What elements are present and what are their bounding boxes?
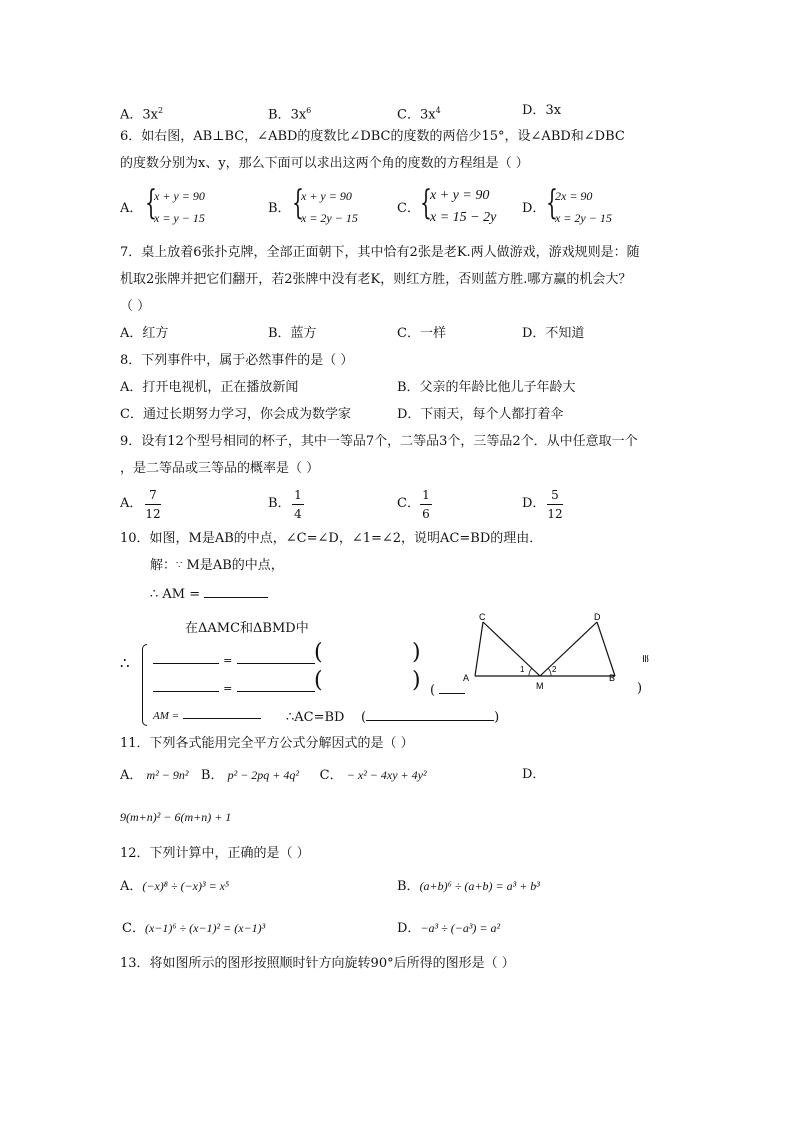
conclusion-blank[interactable] [366,707,494,721]
segment-md [540,622,597,676]
q6-option-c-brace: { [420,183,432,223]
q10-in-triangles: 在ΔAMC和ΔBMD中 [185,621,309,636]
segment-cm [483,622,540,676]
angle-2-arc [548,668,551,676]
row3-blank[interactable] [183,705,261,719]
q8-option-b: B．父亲的年龄比他儿子年龄大 [397,380,576,395]
q6-option-c-letter: C． [397,201,420,216]
q11-option-d-expr: 9(m+n)² − 6(m+n) + 1 [120,810,232,824]
q6-option-a-brace: { [145,183,157,223]
q9-option-c-letter: C． [397,496,420,511]
row1-blank-right[interactable] [237,650,315,664]
q9-option-d-fraction: 5 12 [547,488,563,521]
q12-option-c: C．(x−1)⁶ ÷ (x−1)² = (x−1)³ [122,921,266,936]
q10-solution-line: 解：∵ M是AB的中点， [150,558,284,573]
q6-stem-line1: 6．如右图，AB⊥BC，∠ABD的度数比∠DBC的度数的两倍少15°，设∠ABD和∠DBC [120,129,625,144]
q6-option-a-eq2: x = y − 15 [154,211,205,225]
q10-therefore: ∴ [120,654,130,672]
q6-option-a-eq1: x + y = 90 [154,189,205,203]
q6-option-d-eq2: x = 2y − 15 [555,211,612,225]
q10-stem: 10．如图，M是AB的中点，∠C=∠D，∠1=∠2，说明AC=BD的理由． [120,531,543,546]
q8-option-d: D．下雨天，每个人都打着伞 [397,407,564,422]
q11-option-d-letter: D． [522,767,546,782]
q9-option-b-fraction: 1 4 [292,488,304,521]
q12-option-a: A．(−x)⁸ ÷ (−x)³ = x⁵ [120,879,230,894]
q5-option-d: D．3x [522,103,562,118]
label-a: A [463,673,470,683]
angle-1-arc [529,668,532,676]
q13-stem: 13．将如图所示的图形按照顺时针方向旋转90°后所得的图形是（ ） [120,956,515,971]
q6-stem-line2: 的度数分别为x、y，那么下面可以求出这两个角的度数的方程组是（ ） [120,156,529,171]
q5-option-a: A．$3x^2$ [120,106,164,123]
q11-options-row: A． m² − 9n² B． p² − 2pq + 4q² C． − x² − 4xy + 4y² [120,768,427,783]
q7-option-a: A．红方 [120,326,169,341]
q7-option-d: D．不知道 [522,326,585,341]
q12-option-d: D．−a³ ÷ (−a³) = a² [397,921,501,936]
q12-option-b: B．(a+b)⁶ ÷ (a+b) = a³ + b³ [397,879,540,894]
congruent-symbol: ≌ [639,654,652,664]
q10-system-brace [142,644,147,726]
row2-paren-close: ) [412,668,421,693]
q9-option-a-letter: A． [120,496,143,511]
q6-option-b-eq2: x = 2y − 15 [301,211,358,225]
q6-option-a-letter: A． [120,201,143,216]
because-icon: ∵ [176,560,183,571]
q8-option-a: A．打开电视机，正在播放新闻 [120,380,299,395]
q7-option-c: C．一样 [397,326,446,341]
q9-option-d-letter: D． [522,496,546,511]
q9-option-c-fraction: 1 6 [420,488,432,521]
row2-blank-right[interactable] [237,678,315,692]
segment-ac [475,622,483,676]
row2-paren-open: ( [314,668,323,693]
q5-option-b: B．$3x^6$ [268,106,312,123]
label-angle-2: 2 [552,665,557,674]
segment-db [597,622,615,676]
label-b: B [609,673,616,683]
q6-option-b-brace: { [292,183,304,223]
q9-option-b-letter: B． [268,496,291,511]
q5-option-c: C．$3x^4$ [397,106,441,123]
q10-row3: AM = [153,705,261,725]
row1-paren-open: ( [314,640,323,665]
label-d: D [594,612,601,622]
q6-option-d-brace: { [546,183,558,223]
congruent-paren-close: ) [637,681,643,696]
q10-am-line: ∴ AM = [150,584,268,604]
q7-stem-line3: （ ） [120,299,151,314]
q8-option-c: C．通过长期努力学习，你会成为数学家 [120,407,351,422]
label-m: M [536,681,544,691]
q6-option-c-eq2: x = 15 − 2y [430,210,497,225]
q7-option-b: B．蓝方 [268,326,317,341]
row1-paren-close: ) [412,640,421,665]
q10-conclusion: ∴AC=BD ( ) [286,707,499,727]
q6-option-d-letter: D． [522,201,546,216]
row1-blank-left[interactable] [153,650,219,664]
congruence-reason-blank[interactable]: ( [430,680,465,700]
q9-stem-line1: 9．设有12个型号相同的杯子，其中一等品7个，二等品3个，三等品2个．从中任意取一个 [120,434,638,449]
am-blank[interactable] [204,584,268,598]
q6-option-c-eq1: x + y = 90 [430,188,490,203]
q9-stem-line2: ，是二等品或三等品的概率是（ ） [120,461,320,476]
q10-figure [455,608,630,698]
q6-option-b-eq1: x + y = 90 [301,189,352,203]
label-c: C [479,612,486,622]
q9-option-a-fraction: 7 12 [145,488,161,521]
q8-stem: 8．下列事件中，属于必然事件的是（ ） [120,353,354,368]
row2-blank-left[interactable] [153,678,219,692]
q6-option-d-eq1: 2x = 90 [555,189,593,203]
q11-stem: 11．下列各式能用完全平方公式分解因式的是（ ） [120,736,414,751]
label-angle-1: 1 [520,665,525,674]
q6-option-b-letter: B． [268,201,291,216]
q10-row2: = [153,678,315,698]
q7-stem-line2: 机取2张牌并把它们翻开，若2张牌中没有老K，则红方胜，否则蓝方胜.哪方赢的机会大？ [120,272,632,287]
q7-stem-line1: 7．桌上放着6张扑克牌，全部正面朝下，其中恰有2张是老K.两人做游戏，游戏规则是：随 [120,245,640,260]
q12-stem: 12．下列计算中，正确的是（ ） [120,846,310,861]
q10-row1: = [153,650,315,670]
